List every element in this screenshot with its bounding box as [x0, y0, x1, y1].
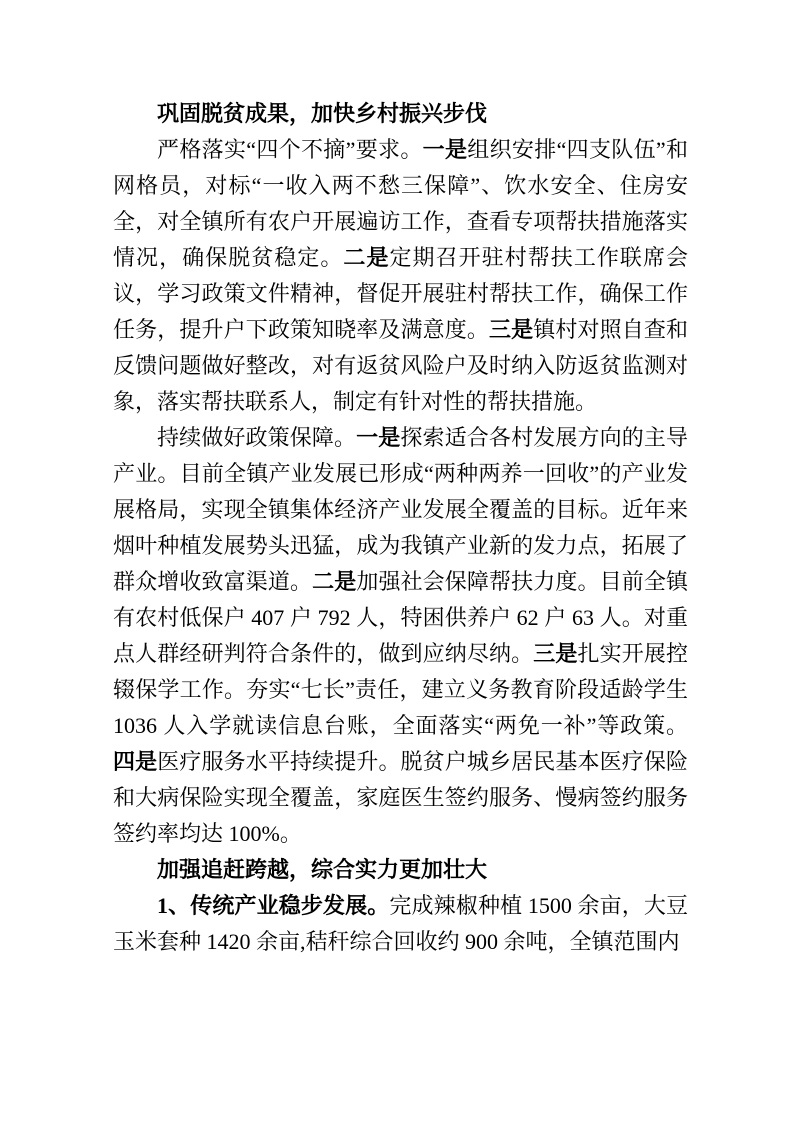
text-run: 持续做好政策保障。	[157, 425, 357, 450]
emphasis-text-run: 二是	[312, 569, 357, 594]
body-paragraph	[113, 888, 688, 960]
emphasis-text-run: 1、传统产业稳步发展。	[157, 893, 390, 918]
body-paragraph	[113, 420, 688, 852]
emphasis-text-run: 一是	[422, 137, 468, 162]
text-run: 组织安排“四支队伍”和网格员，对标“一收入两不愁三保障”、饮水安全、住房安全，对全镇所有农户开展遍访工作，查看专项帮扶措施落实情况，确保脱贫稳定。	[113, 137, 688, 270]
emphasis-text-run: 一是	[356, 425, 401, 450]
section-heading	[113, 96, 688, 132]
text-run: 完成辣椒种植 1500 余亩，大豆玉米套种 1420 余亩,秸秆综合回收约 900 余吨，全镇范围内	[113, 893, 688, 954]
section-heading	[113, 852, 688, 888]
emphasis-text-run: 四是	[113, 749, 158, 774]
emphasis-text-run: 三是	[533, 641, 578, 666]
text-run: 严格落实“四个不摘”要求。	[157, 137, 423, 162]
document-body	[113, 96, 688, 960]
emphasis-text-run: 巩固脱贫成果，加快乡村振兴步伐	[157, 101, 488, 126]
text-run: 探索适合各村发展方向的主导产业。目前全镇产业发展已形成“两种两养一回收”的产业发展格局，实现全镇集体经济产业发展全覆盖的目标。近年来烟叶种植发展势头迅猛，成为我镇产业新的发力点，拓展了群众增收致富渠道。	[113, 425, 688, 594]
text-run: 医疗服务水平持续提升。脱贫户城乡居民基本医疗保险和大病保险实现全覆盖，家庭医生签约服务、慢病签约服务签约率均达 100%。	[113, 749, 688, 846]
emphasis-text-run: 二是	[343, 245, 390, 270]
body-paragraph	[113, 132, 688, 420]
text-run: 扎实开展控辍保学工作。夯实“七长”责任，建立义务教育阶段适龄学生 1036 人入学就读信息台账，全面落实“两免一补”等政策。	[113, 641, 688, 738]
text-run: 定期召开驻村帮扶工作联席会议，学习政策文件精神，督促开展驻村帮扶工作，确保工作任务，提升户下政策知晓率及满意度。	[113, 245, 688, 342]
emphasis-text-run: 三是	[489, 317, 534, 342]
text-run: 加强社会保障帮扶力度。目前全镇有农村低保户 407 户 792 人，特困供养户 62 户 63 人。对重点人群经研判符合条件的，做到应纳尽纳。	[113, 569, 688, 666]
text-run: 镇村对照自查和反馈问题做好整改，对有返贫风险户及时纳入防返贫监测对象，落实帮扶联系人，制定有针对性的帮扶措施。	[113, 317, 688, 414]
emphasis-text-run: 加强追赶跨越，综合实力更加壮大	[157, 857, 488, 882]
